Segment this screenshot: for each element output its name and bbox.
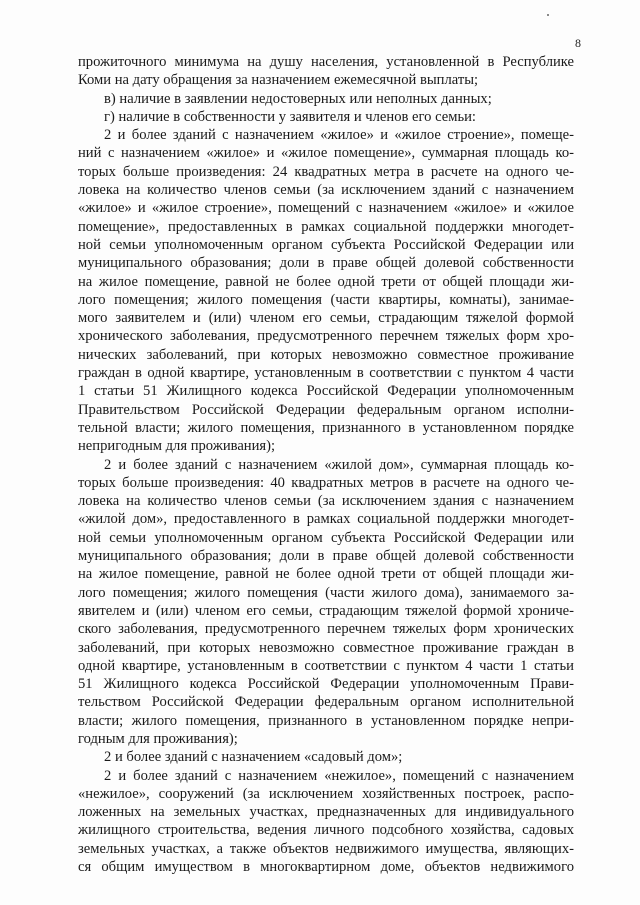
text-line: 51 Жилищного кодекса Российской Федерации уполномоченным Прави- — [78, 676, 574, 693]
text-line: прожиточного минимума на душу населения, установленной в Республике — [78, 54, 574, 70]
text-line: тельной власти; жилого помещения, признанного в установленном порядке — [78, 419, 574, 436]
text-line: торых больше произведения: 24 квадратных метра в расчете на одного че- — [78, 163, 574, 180]
text-line: ной семьи уполномоченным органом субъекта Российской Федерации или — [78, 529, 574, 546]
text-line: 2 и более зданий с назначением «садовый дом»; — [104, 749, 403, 766]
text-line: помещение», предоставленных в рамках социальной поддержки многодет- — [78, 218, 574, 235]
text-line: одной квартире, установленным в соответствии с пунктом 4 части 1 статьи — [78, 657, 574, 674]
text-line: г) наличие в собственности у заявителя и членов его семьи: — [104, 108, 476, 125]
text-line: 1 статьи 51 Жилищного кодекса Российской Федерации уполномоченным — [78, 383, 574, 400]
text-line: ложенных на земельных участках, предназначенных для индивидуального — [78, 804, 574, 821]
text-line: Коми на дату обращения за назначением ежемесячной выплаты; — [78, 72, 479, 89]
text-line: граждан в одной квартире, установленным в соответствии с пунктом 4 части — [78, 365, 574, 382]
text-line: на жилое помещение, равной не более одной трети от общей площади жи- — [78, 566, 574, 583]
text-line: ся общим имуществом в многоквартирном доме, объектов недвижимого — [78, 859, 574, 876]
text-line: власти; жилого помещения, признанного в установленном порядке непри- — [78, 712, 574, 729]
text-line: муниципального образования; доли в праве общей долевой собственности — [78, 548, 574, 565]
text-line: жилищного строительства, ведения личного подсобного хозяйства, садовых — [78, 822, 574, 839]
text-line: ского заболевания, предусмотренного перечнем тяжелых форм хронических — [78, 621, 574, 638]
text-line: ловека на количество членов семьи (за исключением здания с назначением — [78, 493, 574, 510]
text-line: «нежилое», сооружений (за исключением хозяйственных построек, распо- — [78, 785, 574, 802]
text-line: Правительством Российской Федерации федеральным органом исполни- — [78, 401, 574, 418]
text-line: годным для проживания); — [78, 730, 238, 747]
text-line: непригодным для проживания); — [78, 438, 276, 455]
text-line: 2 и более зданий с назначением «жилой дом», суммарная площадь ко- — [104, 456, 574, 473]
text-line: явителем и (или) членом его семьи, страдающим тяжелой формой хрониче- — [78, 602, 574, 619]
text-line: «жилое» и «жилое строение», помещений с назначением «жилое» и «жилое — [78, 200, 574, 217]
text-line: земельных участках, а также объектов недвижимого имущества, являющих- — [78, 840, 574, 857]
document-body — [78, 53, 574, 876]
text-line: тельством Российской Федерации федеральным органом исполнительной — [78, 694, 574, 711]
text-line: 2 и более зданий с назначением «нежилое», помещений с назначением — [104, 767, 574, 784]
text-line: на жилое помещение, равной не более одной трети от общей площади жи- — [78, 273, 574, 290]
text-line: муниципального образования; доли в праве общей долевой собственности — [78, 255, 574, 272]
text-line: лого помещения; жилого помещения (части квартиры, комнаты), занимае- — [78, 291, 574, 308]
text-line: мого заявителем и (или) членом его семьи, страдающим тяжелой формой — [78, 310, 574, 327]
text-line: торых больше произведения: 40 квадратных метров в расчете на одного че- — [78, 474, 574, 491]
page-number: 8 — [575, 36, 581, 50]
text-line: заболеваний, при которых невозможно совместное проживание граждан в — [78, 639, 574, 656]
text-line: ной семьи уполномоченным органом субъекта Российской Федерации или — [78, 236, 574, 253]
text-line: 2 и более зданий с назначением «жилое» и «жилое строение», помеще- — [104, 127, 574, 144]
text-line: «жилой дом», предоставленного в рамках социальной поддержки многодет- — [78, 511, 574, 528]
text-line: ловека на количество членов семьи (за исключением зданий с назначением — [78, 182, 574, 199]
text-line: хронического заболевания, предусмотренного перечнем тяжелых форм хро- — [78, 328, 574, 345]
text-line: в) наличие в заявлении недостоверных или неполных данных; — [104, 90, 492, 107]
scan-speck — [547, 14, 549, 16]
text-line: нических заболеваний, при которых невозможно совместное проживание — [78, 346, 574, 363]
text-line: лого помещения; жилого помещения (части жилого дома), занимаемого за- — [78, 584, 574, 601]
text-line: ний с назначением «жилое» и «жилое помещение», суммарная площадь ко- — [78, 145, 574, 162]
